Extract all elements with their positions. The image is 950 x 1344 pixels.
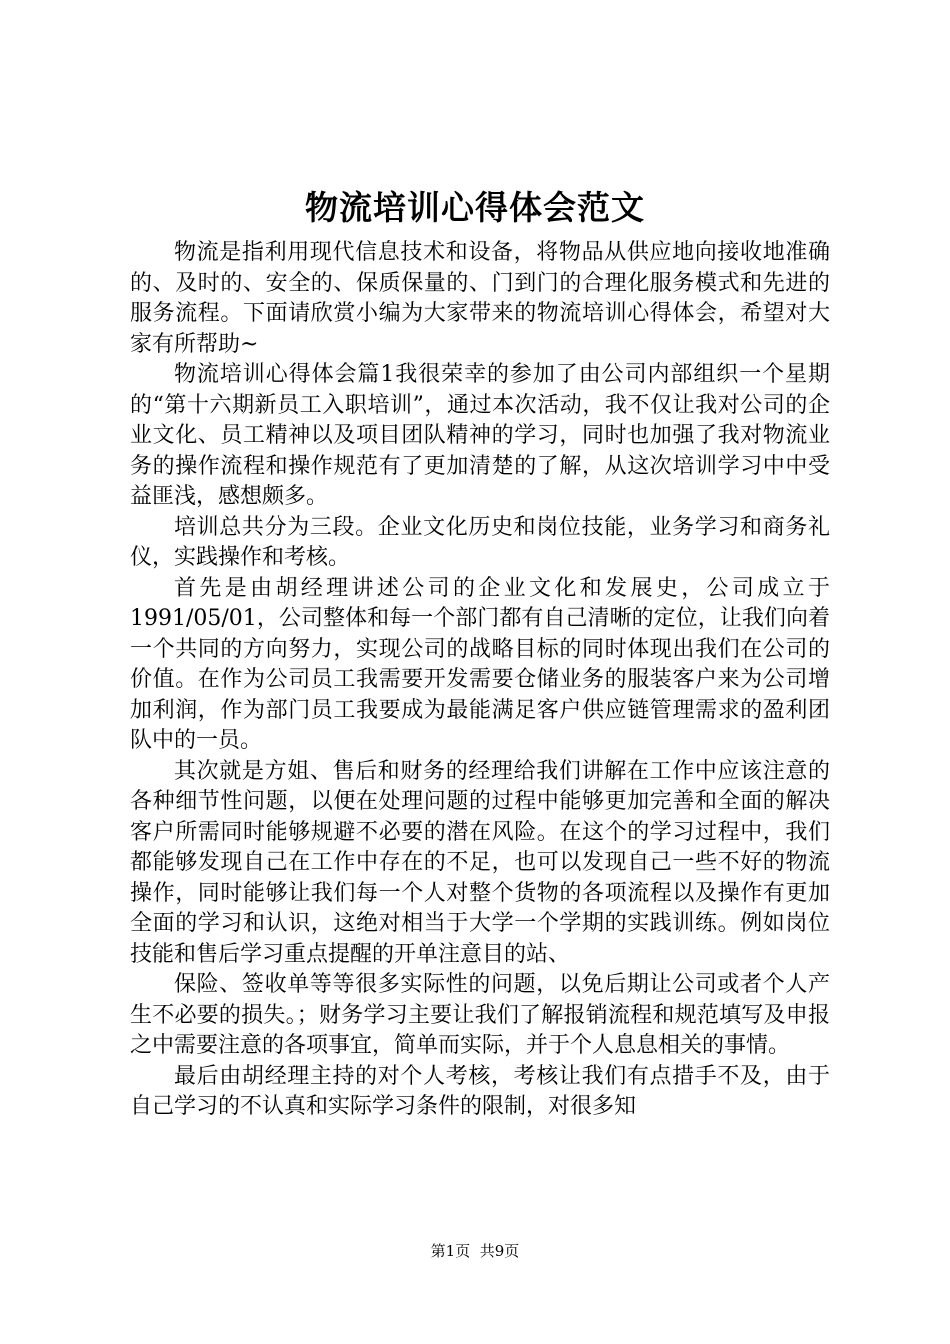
paragraph-article-1-opening: 物流培训心得体会篇1我很荣幸的参加了由公司内部组织一个星期的“第十六期新员工入职培训”，通过本次活动，我不仅让我对公司的企业文化、员工精神以及项目团队精神的学习，同时也加强了我对物流业务的操作流程和操作规范有了更加清楚的了解，从这次培训学习中中受益匪浅，感想颇多。 xyxy=(130,362,830,509)
page-total: 共9页 xyxy=(479,1242,520,1260)
paragraph-training-stages: 培训总共分为三段。企业文化历史和岗位技能，业务学习和商务礼仪，实践操作和考核。 xyxy=(130,514,830,570)
page-number: 第1页 xyxy=(430,1242,471,1260)
paragraph-company-culture: 首先是由胡经理讲述公司的企业文化和发展史，公司成立于1991/05/01，公司整体和每一个部门都有自己清晰的定位，让我们向着一个共同的方向努力，实现公司的战略目标的同时体现出我们在公司的价值。在作为公司员工我需要开发需要仓储业务的服装客户来为公司增加利润，作为部门员工我要成为最能满足客户供应链管理需求的盈利团队中的一员。 xyxy=(130,575,830,753)
document-body xyxy=(130,238,830,1123)
paragraph-detail-issues: 其次就是方姐、售后和财务的经理给我们讲解在工作中应该注意的各种细节性问题，以便在处理问题的过程中能够更加完善和全面的解决客户所需同时能够规避不必要的潜在风险。在这个的学习过程中，我们都能够发现自己在工作中存在的不足，也可以发现自己一些不好的物流操作，同时能够让我们每一个人对整个货物的各项流程以及操作有更加全面的学习和认识，这绝对相当于大学一个学期的实践训练。例如岗位技能和售后学习重点提醒的开单注意目的站、 xyxy=(130,758,830,967)
paragraph-insurance-finance: 保险、签收单等等很多实际性的问题，以免后期让公司或者个人产生不必要的损失。；财务学习主要让我们了解报销流程和规范填写及申报之中需要注意的各项事宜，简单而实际，并于个人息息相关的事情。 xyxy=(130,972,830,1058)
footer-separator xyxy=(470,1242,480,1260)
page-footer xyxy=(0,1241,950,1261)
document-title: 物流培训心得体会范文 xyxy=(305,188,645,227)
paragraph-intro: 物流是指利用现代信息技术和设备，将物品从供应地向接收地准确的、及时的、安全的、保质保量的、门到门的合理化服务模式和先进的服务流程。下面请欣赏小编为大家带来的物流培训心得体会，希望对大家有所帮助~ xyxy=(130,240,830,357)
paragraph-assessment: 最后由胡经理主持的对个人考核，考核让我们有点措手不及，由于自己学习的不认真和实际学习条件的限制，对很多知 xyxy=(130,1063,830,1119)
